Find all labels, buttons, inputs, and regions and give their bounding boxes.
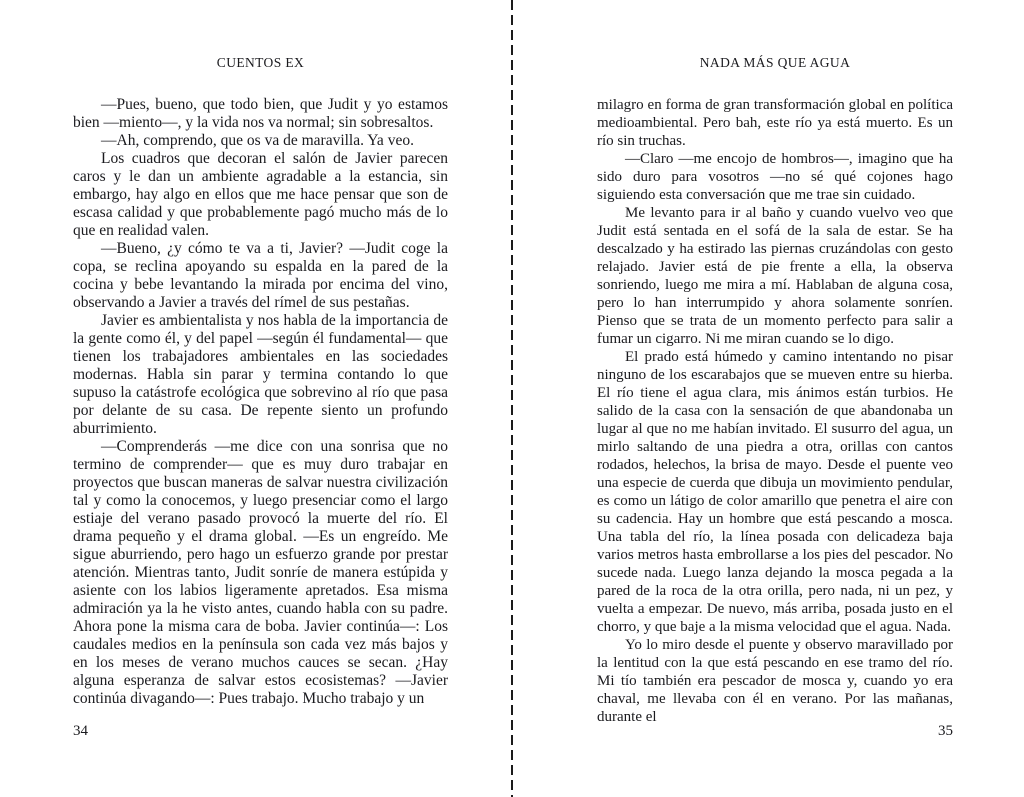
paragraph: —Pues, bueno, que todo bien, que Judit y yo estamos bien —miento—, y la vida nos va normal; sin sobresaltos. xyxy=(73,96,448,131)
page-number-left: 34 xyxy=(73,723,88,739)
right-page-body xyxy=(597,96,953,726)
paragraph: El prado está húmedo y camino intentando no pisar ninguno de los escarabajos que se mueven entre su hierba. El río tiene el agua clara, mis ánimos están turbios. He salido de la casa con la sensación de que abandonaba un lugar al que no me habían invitado. El susurro del agua, un mirlo saltando de una piedra a otra, orillas con cantos rodados, helechos, la brisa de mayo. Desde el puente veo una especie de cuerda que dibuja un movimiento pendular, es como un látigo de color amarillo que penetra el aire con su cadencia. Hay un hombre que está pescando a mosca. Una tabla del río, la línea posada con delicadeza baja varios metros hasta embrollarse a los pies del pescador. No sucede nada. Luego lanza dejando la mosca pegada a la pared de la roca de la otra orilla, pero nada, ni un pez, y vuelta a empezar. De nuevo, más arriba, posada justo en el chorro, y que baje a la misma velocidad que el agua. Nada. xyxy=(597,349,953,635)
left-page-body xyxy=(73,96,448,708)
paragraph: Yo lo miro desde el puente y observo maravillado por la lentitud con la que está pescando en ese tramo del río. Mi tío también era pescador de mosca y, cuando yo era chaval, me llevaba con él en verano. Por las mañanas, durante el xyxy=(597,637,953,725)
paragraph: Javier es ambientalista y nos habla de la importancia de la gente como él, y del papel —según él fundamental— que tienen los trabajadores ambientales en las sociedades modernas. Habla sin parar y termina contando lo que supuso la catástrofe ecológica que sobrevino al río que pasa por delante de su casa. De repente siento un profundo aburrimiento. xyxy=(73,312,448,437)
running-header-right: NADA MÁS QUE AGUA xyxy=(699,55,851,70)
paragraph: milagro en forma de gran transformación global en política medioambiental. Pero bah, este río ya está muerto. Es un río sin truchas. xyxy=(597,97,953,149)
paragraph: Los cuadros que decoran el salón de Javier parecen caros y le dan un ambiente agradable a la estancia, sin embargo, hay algo en ellos que me hace pensar que son de escasa calidad y que probablemente pagó mucho más de lo que en realidad valen. xyxy=(73,150,448,239)
paragraph: —Bueno, ¿y cómo te va a ti, Javier? —Judit coge la copa, se reclina apoyando su espalda en la pared de la cocina y bebe levantando la mirada por encima del vino, observando a Javier a través del rímel de sus pestañas. xyxy=(73,240,448,311)
paragraph: —Comprenderás —me dice con una sonrisa que no termino de comprender— que es muy duro trabajar en proyectos que buscan maneras de salvar nuestra civilización tal y como la conocemos, y luego presenciar como el largo estiaje del verano pasado provocó la muerte del río. El drama pequeño y el drama global. —Es un engreído. Me sigue aburriendo, pero hago un esfuerzo grande por prestar atención. Mientras tanto, Judit sonríe de manera estúpida y asiente con los labios ligeramente apretados. Esa misma admiración ya la he visto antes, cuando habla con su padre. Ahora pone la misma cara de boba. Javier continúa—: Los caudales medios en la península son cada vez más bajos y en los meses de verano muchos cauces se secan. ¿Hay alguna esperanza de salvar estos ecosistemas? —Javier continúa divagando—: Pues trabajo. Mucho trabajo y un xyxy=(73,438,448,707)
paragraph: Me levanto para ir al baño y cuando vuelvo veo que Judit está sentada en el sofá de la sala de estar. Se ha descalzado y ha estirado las piernas cruzándolas con gesto relajado. Javier está de pie frente a ella, la observa sonriendo, luego me mira a mí. Hablaban de alguna cosa, pero lo han interrumpido y ahora solamente sonríen. Pienso que se trata de un momento perfecto para salir a fumar un cigarro. Ni me miran cuando se lo digo. xyxy=(597,205,953,347)
paragraph: —Ah, comprendo, que os va de maravilla. Ya veo. xyxy=(101,132,414,149)
page-divider xyxy=(511,0,513,797)
running-header-left: CUENTOS EX xyxy=(216,55,305,70)
left-page xyxy=(73,0,448,797)
page-number-right: 35 xyxy=(938,723,953,739)
right-page xyxy=(597,0,953,797)
paragraph: —Claro —me encojo de hombros—, imagino que ha sido duro para vosotros —no sé qué cojones hago siguiendo esta conversación que me trae sin cuidado. xyxy=(597,151,953,203)
